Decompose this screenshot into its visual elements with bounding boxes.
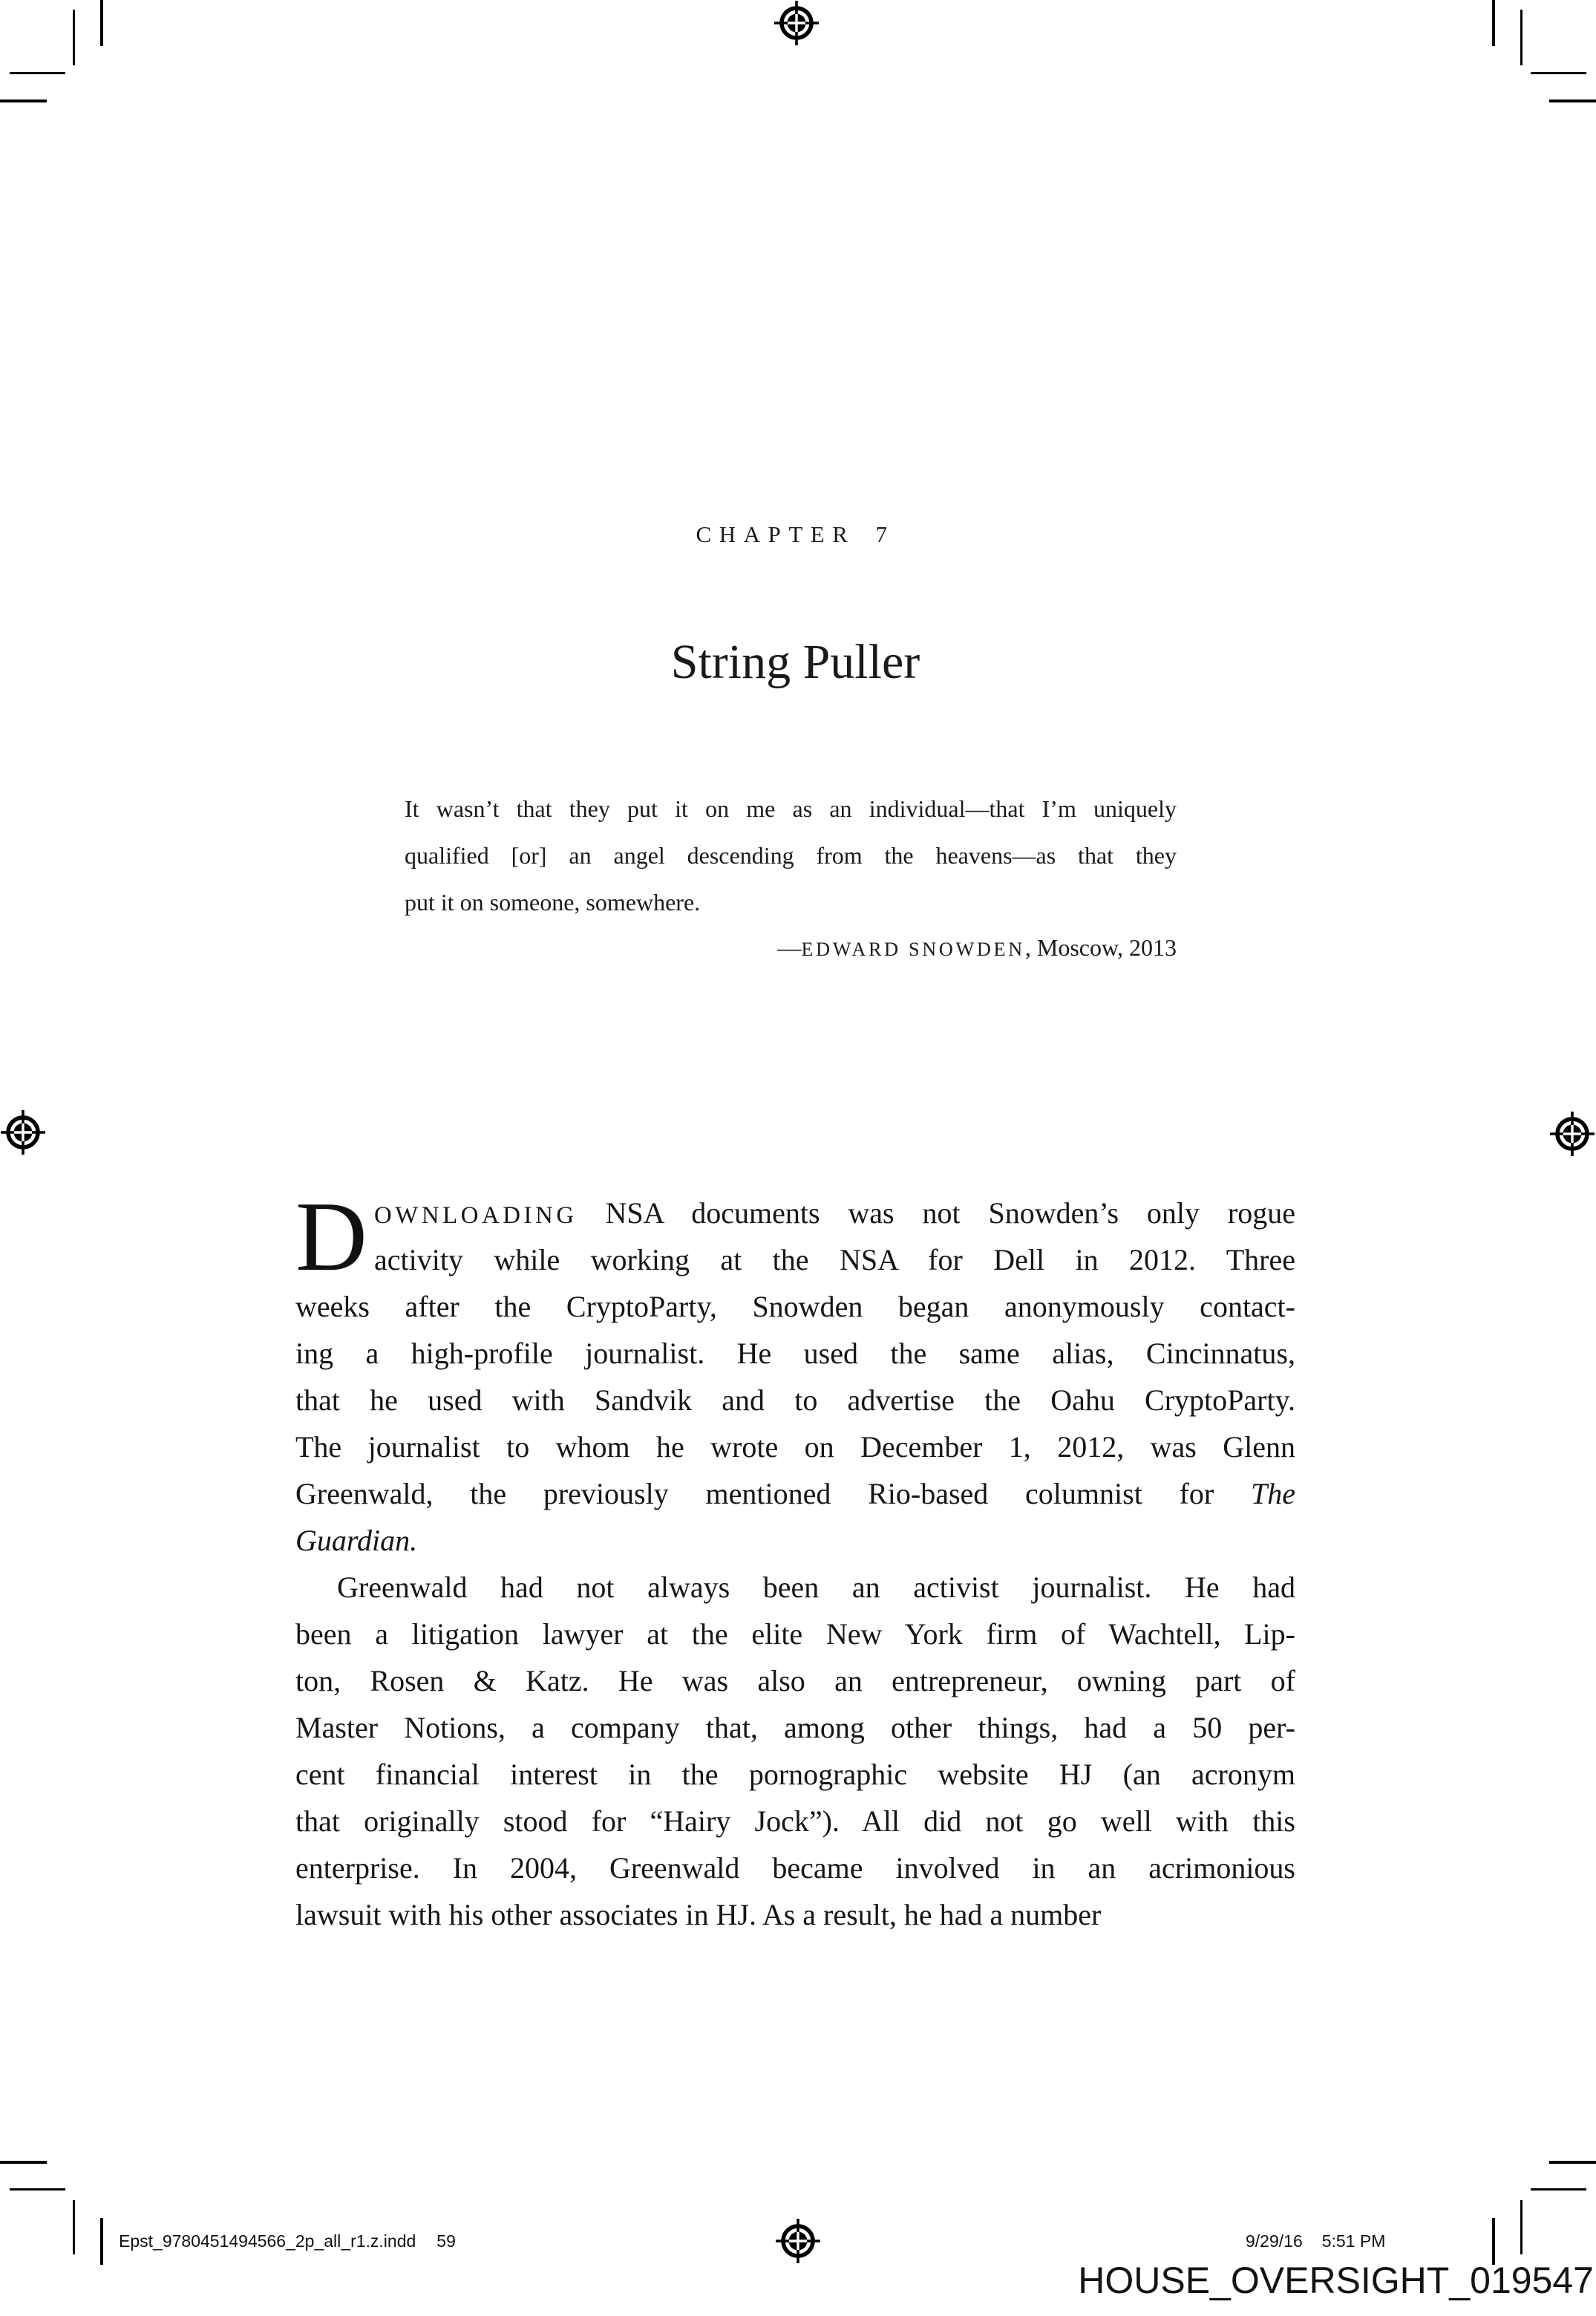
chapter-label: CHAPTER 7 xyxy=(696,521,895,547)
body-line xyxy=(295,1236,1295,1283)
text-segment: that he used with Sandvik and to advertise the Oahu CryptoParty. xyxy=(295,1383,1295,1417)
text-segment: enterprise. In 2004, Greenwald became involved in an acrimonious xyxy=(295,1851,1295,1885)
text-segment: lawsuit with his other associates in HJ. As a result, he had a number xyxy=(295,1898,1102,1931)
crop-mark xyxy=(1492,0,1495,46)
text-segment: Guardian. xyxy=(295,1524,418,1557)
attribution-rest: , Moscow, 2013 xyxy=(1024,934,1177,961)
body-line xyxy=(295,1844,1295,1891)
text-segment: The xyxy=(1251,1477,1295,1510)
body-line xyxy=(295,1377,1295,1423)
file-name: Epst_9780451494566_2p_all_r1.z.indd xyxy=(119,2231,416,2251)
body-line xyxy=(295,1330,1295,1377)
body-line xyxy=(295,1283,1295,1330)
body-line xyxy=(295,1564,1295,1611)
registration-mark-icon xyxy=(774,1,819,45)
epigraph-line: put it on someone, somewhere. xyxy=(405,889,701,916)
body-line xyxy=(295,1423,1295,1470)
attribution-name: EDWARD SNOWDEN xyxy=(801,939,1025,960)
paragraph xyxy=(295,1181,1295,1564)
crop-mark xyxy=(1549,100,1596,102)
text-segment: Master Notions, a company that, among other things, had a 50 per- xyxy=(295,1711,1295,1744)
body-line xyxy=(295,1470,1295,1517)
crop-mark xyxy=(1531,72,1586,74)
text-segment: that originally stood for “Hairy Jock”). All did not go well with this xyxy=(295,1804,1295,1838)
footer-slug xyxy=(0,2228,1596,2254)
text-segment: OWNLOADING xyxy=(374,1202,578,1229)
text-segment: activity while working at the NSA for Dell in 2012. Three xyxy=(374,1243,1295,1276)
text-segment: ton, Rosen & Katz. He was also an entrepreneur, owning part of xyxy=(295,1664,1295,1697)
body-line xyxy=(295,1611,1295,1657)
body-text xyxy=(295,1181,1295,1938)
bates-stamp: HOUSE_OVERSIGHT_019547 xyxy=(1078,2260,1594,2301)
crop-mark xyxy=(10,2188,65,2191)
epigraph-line: qualified [or] an angel descending from the heavens—as that they xyxy=(405,842,1177,869)
body-line xyxy=(295,1751,1295,1798)
text-segment: ing a high-profile journalist. He used the same alias, Cincinnatus, xyxy=(295,1337,1295,1370)
slug-page-number: 59 xyxy=(436,2231,456,2251)
paragraph xyxy=(295,1564,1295,1938)
text-segment: NSA documents was not Snowden’s only rogue xyxy=(577,1196,1295,1230)
text-segment: cent financial interest in the pornographic website HJ (an acronym xyxy=(295,1758,1295,1791)
crop-mark xyxy=(100,0,103,46)
epigraph-line: It wasn’t that they put it on me as an individual—that I’m uniquely xyxy=(405,795,1177,822)
body-line xyxy=(295,1704,1295,1751)
registration-mark-icon xyxy=(1,1110,45,1155)
text-segment: Greenwald had not always been an activist journalist. He had xyxy=(337,1570,1295,1604)
crop-mark xyxy=(10,72,65,74)
text-segment: been a litigation lawyer at the elite New York firm of Wachtell, Lip- xyxy=(295,1617,1295,1651)
file-info xyxy=(119,2231,456,2251)
drop-cap: D xyxy=(295,1181,367,1291)
crop-mark xyxy=(1531,2188,1586,2191)
crop-mark xyxy=(73,10,75,65)
epigraph-attribution xyxy=(405,924,1177,973)
slug-time: 5:51 PM xyxy=(1321,2231,1386,2251)
text-segment: Greenwald, the previously mentioned Rio-based columnist for xyxy=(295,1477,1251,1510)
text-segment: weeks after the CryptoParty, Snowden began anonymously contact- xyxy=(295,1290,1295,1323)
crop-mark xyxy=(0,100,47,102)
text-segment: The journalist to whom he wrote on December 1, 2012, was Glenn xyxy=(295,1430,1295,1464)
slug-date: 9/29/16 xyxy=(1246,2231,1303,2251)
body-line xyxy=(295,1657,1295,1704)
chapter-title: String Puller xyxy=(670,635,920,689)
body-line xyxy=(295,1891,1295,1938)
body-line xyxy=(295,1517,1295,1564)
timestamp xyxy=(1246,2231,1385,2251)
attribution-dash: — xyxy=(777,934,802,961)
epigraph xyxy=(405,786,1177,926)
body-line xyxy=(295,1798,1295,1844)
registration-mark-icon xyxy=(1550,1112,1595,1156)
paragraphs xyxy=(295,1181,1295,1938)
crop-mark xyxy=(0,2161,47,2164)
crop-mark xyxy=(1549,2161,1596,2164)
body-line xyxy=(295,1190,1295,1236)
crop-mark xyxy=(1520,10,1523,65)
